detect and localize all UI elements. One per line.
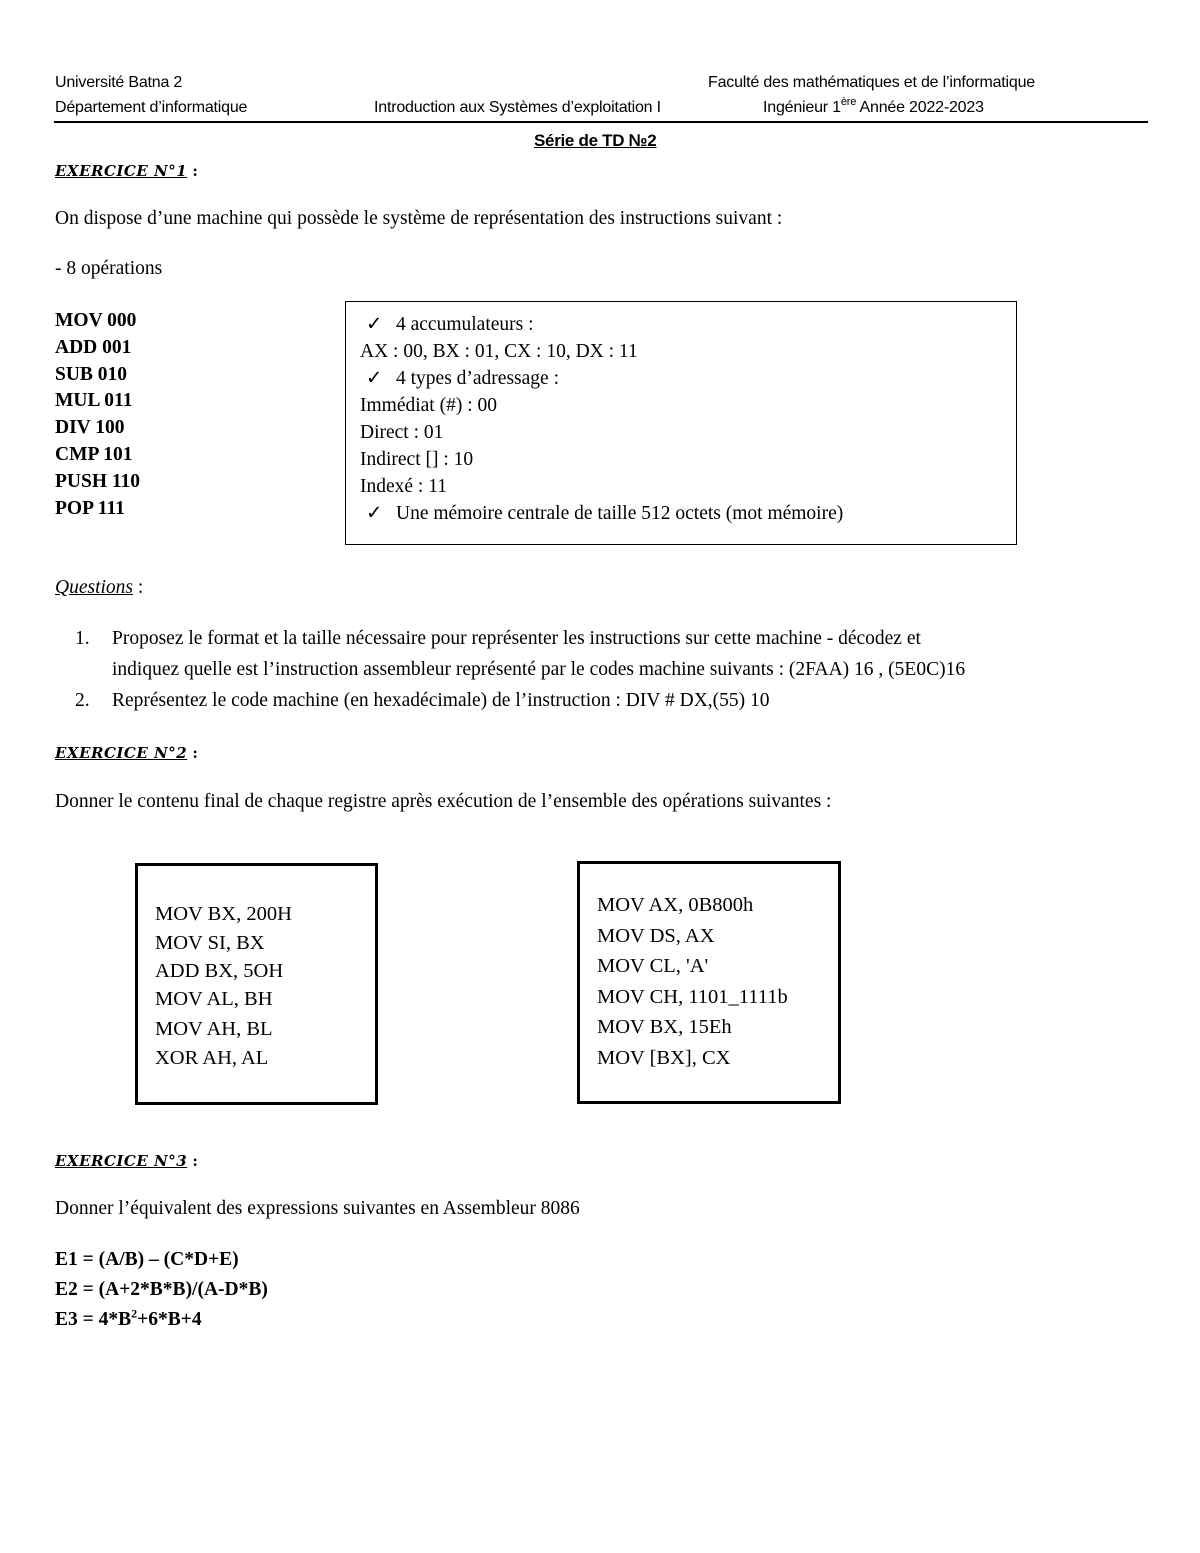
memory-spec: ✓ Une mémoire centrale de taille 512 octets (mot mémoire) [360, 500, 1016, 527]
addressing-mode: Indexé : 11 [360, 476, 447, 497]
header-level: Ingénieur 1ère Année 2022-2023 [763, 95, 984, 116]
header-course: Introduction aux Systèmes d’exploitation I [374, 99, 661, 116]
code-box-right [577, 861, 841, 1104]
exercise2-intro: Donner le contenu final de chaque registre après exécution de l’ensemble des opérations suivantes : [55, 791, 832, 812]
addressing-mode: Direct : 01 [360, 422, 444, 443]
question-1 [75, 623, 965, 685]
question-text: Représentez le code machine (en hexadécimale) de l’instruction : DIV # DX,(55) 10 [112, 690, 770, 711]
checkmark-icon: ✓ [366, 368, 383, 389]
question-number: 2. [75, 690, 90, 711]
addressing-title: ✓ 4 types d’adressage : [360, 365, 1016, 392]
header-faculty: Faculté des mathématiques et de l’informatique [708, 74, 1035, 91]
code-line: MOV SI, BX [155, 932, 265, 954]
code-line: MOV DS, AX [597, 924, 715, 947]
exercise1-intro: On dispose d’une machine qui possède le système de représentation des instructions suivant : [55, 208, 783, 229]
exercise2-heading: EXERCICE N°2 : [55, 744, 198, 762]
machine-spec-box [345, 301, 1017, 545]
code-line: MOV AL, BH [155, 988, 273, 1010]
opcode-item: CMP 101 [55, 443, 133, 465]
questions-label: Questions : [55, 577, 144, 598]
code-line: MOV AX, 0B800h [597, 894, 754, 916]
expression-e1: E1 = (A/B) – (C*D+E) [55, 1249, 239, 1270]
opcode-item: POP 111 [55, 497, 125, 519]
exercise3-intro: Donner l’équivalent des expressions suivantes en Assembleur 8086 [55, 1198, 580, 1219]
code-line: MOV BX, 200H [155, 903, 292, 925]
code-line: MOV CH, 1101_1111b [597, 985, 788, 1008]
exercise1-heading: EXERCICE N°1 : [55, 162, 198, 180]
expression-e3: $E3 = 4*B^2+6*B+4$ [55, 1306, 202, 1330]
code-line: MOV CL, 'A' [597, 955, 709, 977]
question-2 [75, 685, 770, 716]
accumulators-values: AX : 00, BX : 01, CX : 10, DX : 11 [360, 341, 638, 362]
opcode-item: MUL 011 [55, 390, 133, 412]
header-department: Département d’informatique [55, 99, 248, 116]
question-text: Proposez le format et la taille nécessaire pour représenter les instructions sur cette machine - décodez et [112, 628, 921, 649]
opcode-item: SUB 010 [55, 363, 128, 385]
operations-label: - 8 opérations [55, 258, 163, 279]
checkmark-icon: ✓ [366, 503, 383, 524]
header-university: Université Batna 2 [55, 74, 183, 91]
code-line: MOV AH, BL [155, 1018, 273, 1040]
opcode-item: DIV 100 [55, 417, 125, 439]
page-title: Série de TD №2 [534, 131, 657, 150]
question-text: indiquez quelle est l’instruction assembleur représenté par le codes machine suivants : (2FAA) 16 , (5E0C)16 [112, 659, 966, 680]
opcode-item: MOV 000 [55, 310, 137, 331]
exercise3-heading: EXERCICE N°3 : [55, 1152, 198, 1170]
opcode-list [55, 308, 140, 522]
code-line: ADD BX, 5OH [155, 960, 284, 982]
code-line: XOR AH, AL [155, 1047, 269, 1069]
opcode-item: ADD 001 [55, 336, 132, 358]
code-box-left [135, 863, 378, 1105]
expression-e2: E2 = (A+2*B*B)/(A-D*B) [55, 1279, 268, 1300]
code-line: MOV BX, 15Eh [597, 1016, 732, 1038]
header-rule [54, 121, 1148, 123]
checkmark-icon: ✓ [366, 314, 383, 335]
question-number: 1. [75, 628, 90, 649]
code-line: MOV [BX], CX [597, 1046, 731, 1069]
addressing-mode: Indirect [] : 10 [360, 449, 474, 470]
accumulators-title: ✓ 4 accumulateurs : [360, 311, 1016, 338]
addressing-mode: Immédiat (#) : 00 [360, 395, 498, 416]
opcode-item: PUSH 110 [55, 470, 141, 492]
